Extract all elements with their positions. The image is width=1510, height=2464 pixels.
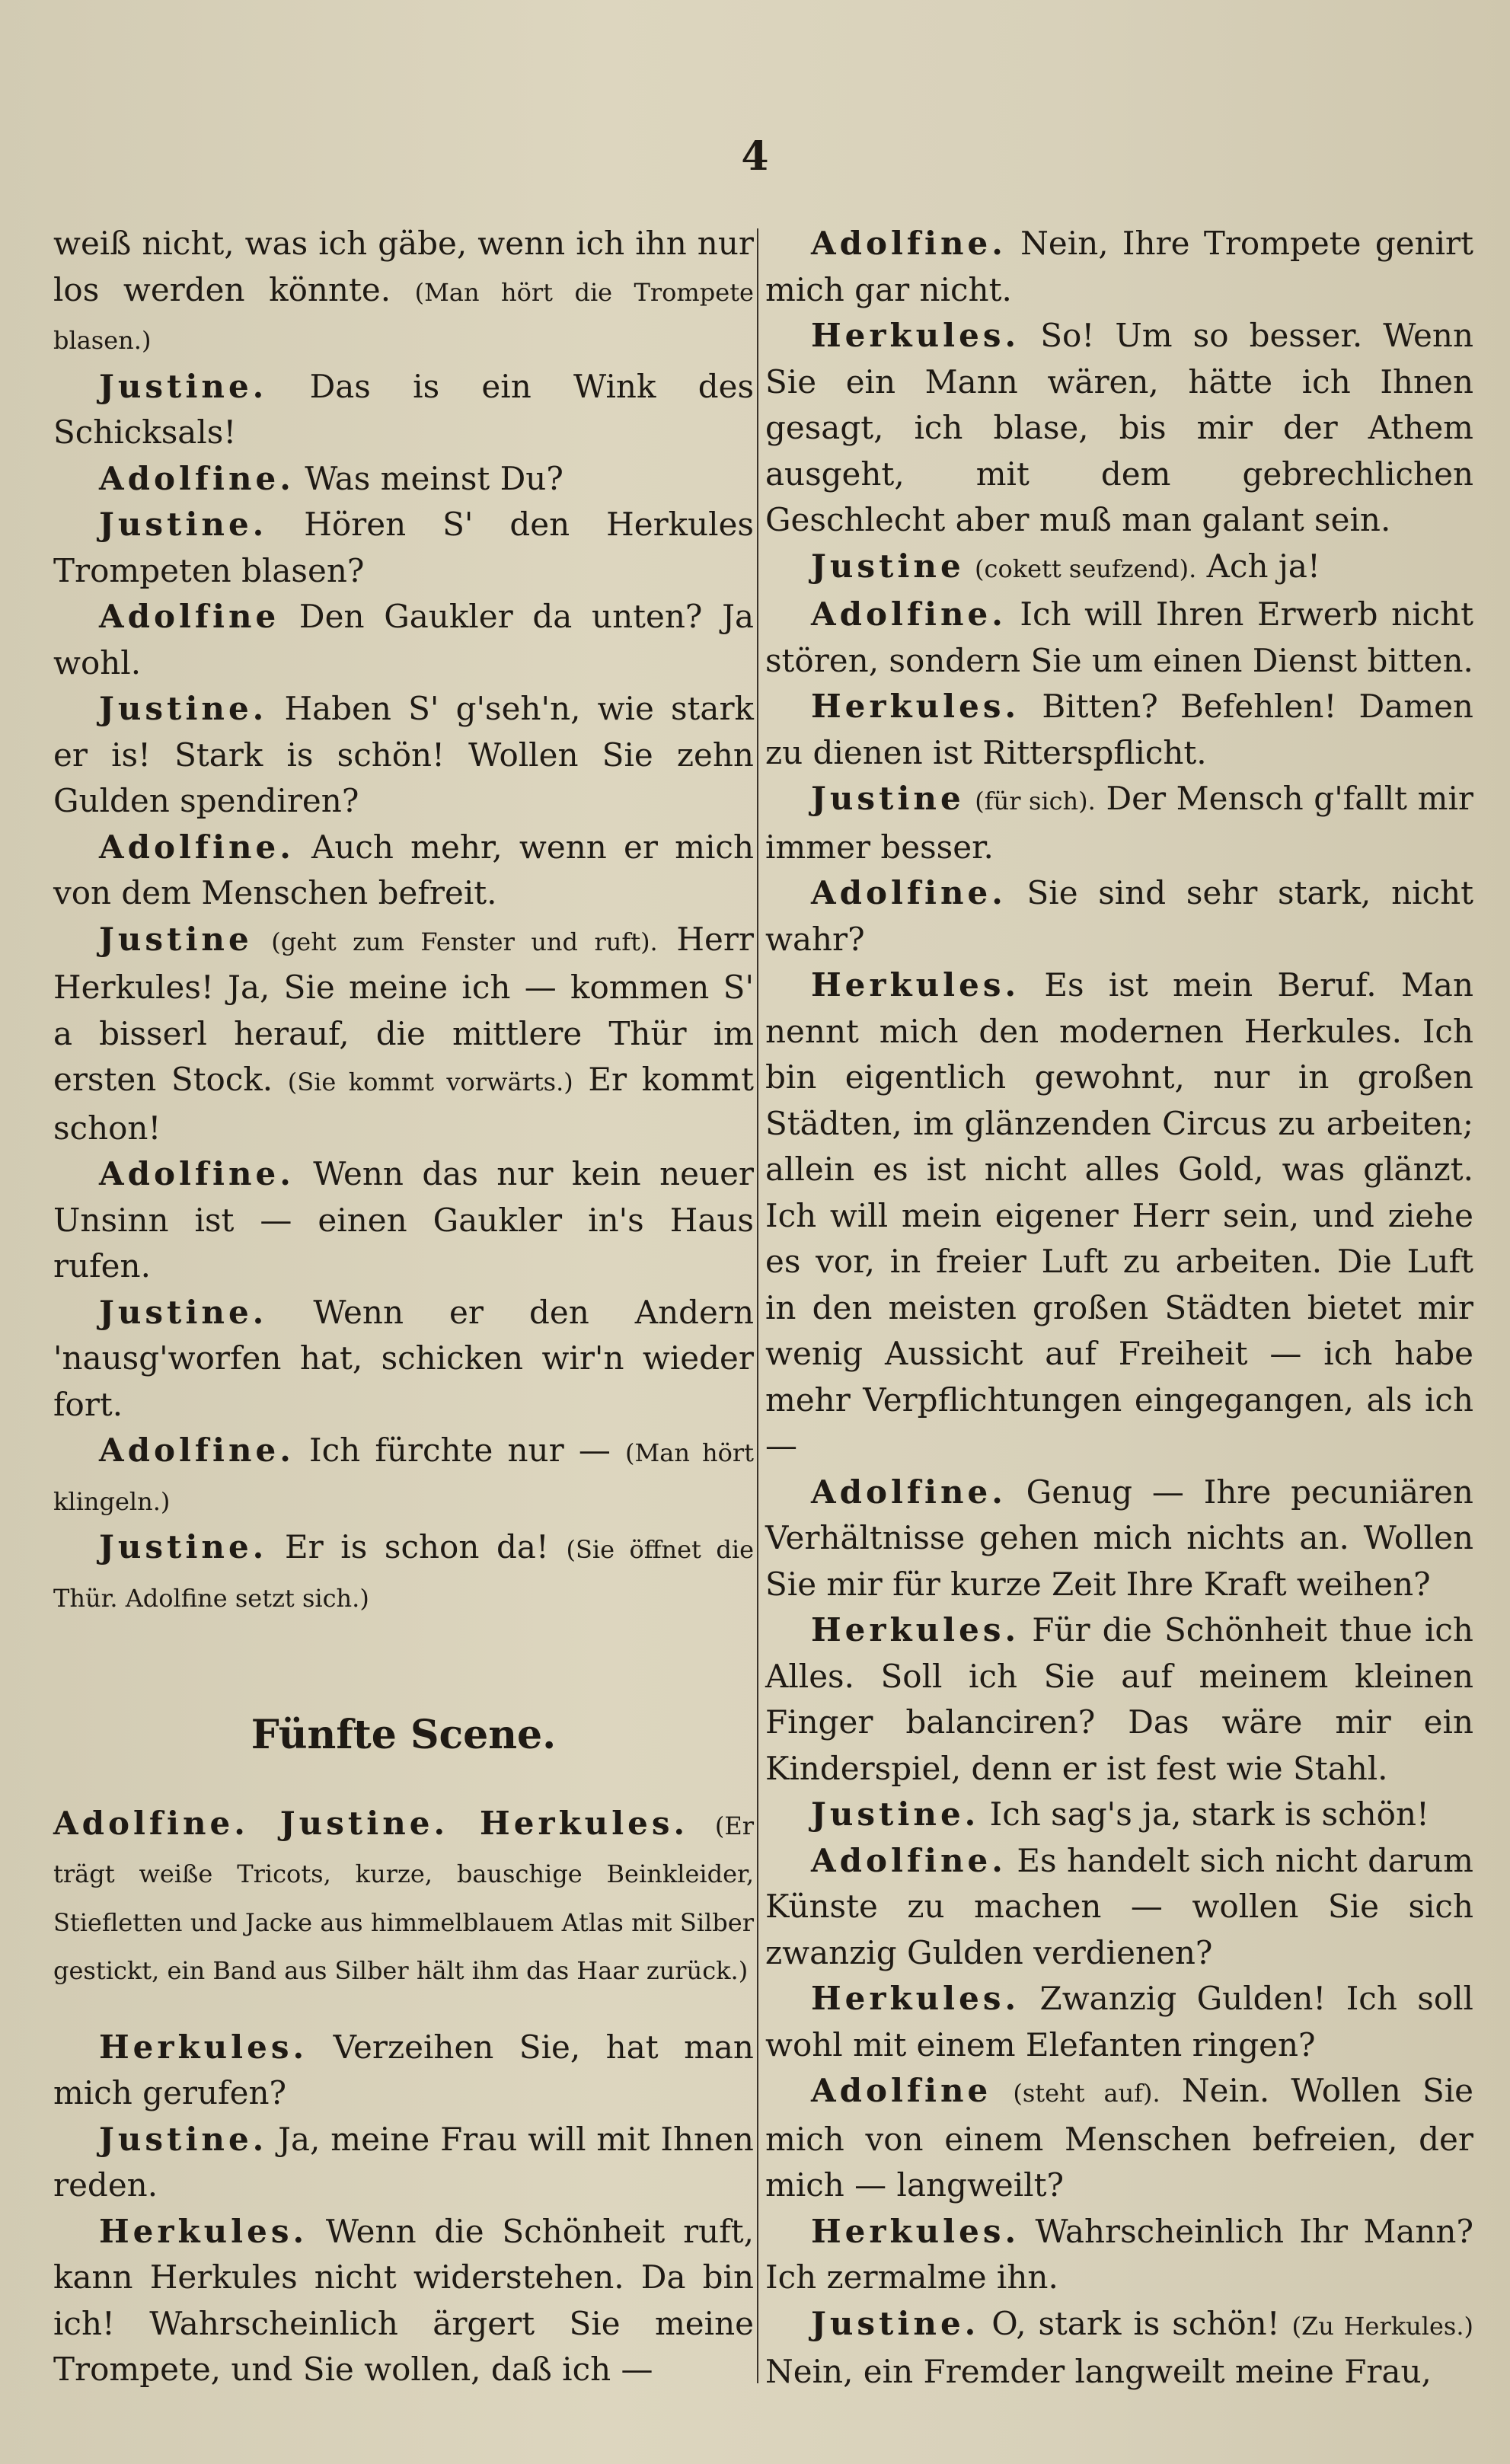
stage-direction: (Zu Herkules.) [1291,2311,1474,2341]
dialogue-text: Ich sag's ja, stark is schön! [989,1795,1429,1833]
speaker-name: Herkules. [811,1611,1020,1649]
speech [53,2025,754,2117]
speaker-name: Adolfine [99,598,280,635]
dialogue-text: Zwanzig Gulden! Ich soll wohl mit einem Elefanten ringen? [765,1980,1473,2063]
dialogue-text: Haben S' g'seh'n, wie stark er is! Stark is schön! Wollen Sie zehn Gulden spendiren? [53,690,754,819]
scene-heading: Fünfte Scene. [251,1712,557,1758]
dialogue-text: Nein. Wollen Sie mich von einem Menschen befreien, der mich — langweilt? [765,2072,1474,2204]
speaker-name: Justine. [811,1795,980,1833]
page-number: 4 [741,133,769,180]
speaker-name: Herkules. [99,2028,308,2066]
speech [765,1470,1473,1608]
dialogue-text: Ja, meine Frau will mit Ihnen reden. [53,2120,754,2204]
stage-direction: (Sie öffnet die Thür. Adolfine setzt sich.) [53,1535,755,1613]
dialogue-text: Auch mehr, wenn er mich von dem Menschen befreit. [53,828,754,911]
speaker-name: Adolfine. [99,459,295,497]
speaker-name: Justine. [99,690,268,727]
speech [765,2209,1473,2301]
speech [765,544,1473,592]
speaker-name: Adolfine. [99,1431,295,1469]
dialogue-text: Ach ja! [1206,547,1320,585]
dialogue-text: Wenn die Schönheit ruft, kann Herkules nicht widerstehen. Da bin ich! Wahrscheinlich ärgert Sie meine Trompete, und Sie wollen, daß ich — [53,2212,754,2388]
speaker-name: Adolfine. [99,1155,295,1192]
speech [765,962,1473,1470]
speech [765,1976,1473,2068]
stage-direction: (Sie kommt vorwärts.) [287,1068,573,1096]
speaker-name: Adolfine. [811,595,1007,633]
speech [53,2209,754,2393]
speech [53,1151,754,1290]
dialogue-text: Wahrscheinlich Ihr Mann? Ich zermalme ihn. [765,2212,1474,2296]
dialogue-text: Hören S' den Herkules Trompeten blasen? [53,506,754,589]
dialogue-text: Nein, ein Fremder langweilt meine Frau, [765,2353,1432,2390]
left-column [53,221,754,2393]
text-line [53,221,754,364]
dialogue-text: weiß nicht, was ich gäbe, wenn ich ihn nur los werden könnte. [53,225,754,308]
speaker-name: Justine [99,920,253,958]
stage-direction: (für sich). [975,787,1096,815]
speaker-name: Justine. [811,2304,980,2342]
stage-direction: (cokett seufzend). [975,554,1197,583]
speech [765,1838,1473,1977]
speech [765,592,1473,684]
stage-direction: (steht auf). [1013,2079,1160,2108]
dialogue-text: Für die Schönheit thue ich Alles. Soll ich Sie auf meinem kleinen Finger balanciren? Das wäre mir ein Kinderspiel, denn er ist fest wie Stahl. [765,1611,1473,1787]
speech [53,456,754,503]
dialogue-text: Wenn das nur kein neuer Unsinn ist — einen Gaukler in's Haus rufen. [53,1155,754,1285]
dialogue-text: Sie sind sehr stark, nicht wahr? [765,874,1474,958]
speaker-name: Adolfine. [811,225,1007,262]
dialogue-text: Verzeihen Sie, hat man mich gerufen? [53,2028,754,2111]
speech [765,776,1473,870]
dialogue-text: Es handelt sich nicht darum Künste zu machen — wollen Sie sich zwanzig Gulden verdienen? [765,1841,1473,1971]
speech [765,1792,1473,1838]
speech [53,1290,754,1428]
dialogue-text: Den Gaukler da unten? Ja wohl. [53,598,754,681]
speech [765,870,1473,962]
speaker-name: Justine. [99,2120,268,2158]
speech [765,313,1473,544]
stage-direction: (Man hört die Trompete blasen.) [53,277,754,355]
speaker-name: Herkules. [99,2212,308,2250]
speaker-name: Justine. [99,367,268,405]
dialogue-text: So! Um so besser. Wenn Sie ein Mann wären, hätte ich Ihnen gesagt, ich blase, bis mir der Athem ausgeht, mit dem gebrechlichen Geschlecht aber muß man galant sein. [765,317,1473,538]
speech [53,364,754,456]
speech [765,684,1473,776]
speech [765,221,1473,313]
dialogue-text: O, stark is schön! [991,2304,1280,2342]
dialogue-text: Es ist mein Beruf. Man nennt mich den modernen Herkules. Ich bin eigentlich gewohnt, nur in großen Städten, im glänzenden Circus zu arbeiten; allein es ist nicht alles Gold, was glänzt. Ich will mein eigener Herr sein, und ziehe es vor, in freier Luft zu arbeiten. Die Luft in den meisten großen Städten bietet mir wenig Aussicht auf Freiheit — ich habe mehr Verpflichtungen eingegangen, als ich— [765,966,1473,1464]
speaker-name: Adolfine. [811,1473,1007,1511]
dialogue-text: Herr Herkules! Ja, Sie meine ich — kommen S' a bisserl herauf, die mittlere Thür im ersten Stock. [53,920,754,1098]
dialogue-text: Ich will Ihren Erwerb nicht stören, sondern Sie um einen Dienst bitten. [765,595,1473,679]
dialogue-text: Genug — Ihre pecuniären Verhältnisse gehen mich nichts an. Wollen Sie mir für kurze Zeit Ihre Kraft weihen? [765,1473,1473,1603]
dialogue-text: Wenn er den Andern 'nausg'worfen hat, schicken wir'n wieder fort. [53,1293,754,1423]
speaker-name: Herkules. [811,688,1020,725]
stage-direction: (Er trägt weiße Tricots, kurze, bauschige Beinkleider, Stiefletten und Jacke aus himmelblauem Atlas mit Silber gestickt, ein Band aus Silber hält ihm das Haar zurück.) [53,1811,754,1985]
speaker-name: Adolfine. [811,874,1007,911]
speaker-name: Justine. [99,1528,268,1566]
speaker-name: Justine [811,547,965,585]
speech [53,2117,754,2209]
speaker-name: Adolfine. [99,828,295,866]
speech [765,2068,1473,2209]
speaker-name: Herkules. [811,2212,1020,2250]
dialogue-text: Er kommt schon! [53,1061,755,1147]
dialogue-text: Ich fürchte nur — [309,1431,611,1469]
speaker-name: Herkules. [811,1980,1020,2017]
dialogue-text: Der Mensch g'fallt mir immer besser. [765,780,1474,866]
speaker-name: Adolfine. [811,1841,1007,1879]
speaker-name: Justine. [99,1293,268,1331]
stage-direction: (Man hört klingeln.) [53,1438,755,1516]
dialogue-text: Er is schon da! [284,1528,549,1566]
speech [53,917,754,1152]
speech [765,1607,1473,1792]
speaker-name: Justine [811,780,965,817]
speech [53,1428,754,1524]
speech [53,502,754,594]
speaker-name: Adolfine [811,2072,992,2109]
dialogue-text: Bitten? Befehlen! Damen zu dienen ist Ritterspflicht. [765,688,1473,771]
speech [53,825,754,917]
speaker-name: Herkules. [811,317,1020,354]
speech [53,594,754,686]
speech [53,1524,754,1621]
speech [765,2301,1473,2395]
cast-names: Adolfine. Justine. Herkules. [53,1804,689,1842]
speaker-name: Herkules. [811,966,1020,1004]
dialogue-text: Das is ein Wink des Schicksals! [53,367,754,451]
column-divider [757,228,758,2383]
stage-direction: (geht zum Fenster und ruft). [271,927,658,956]
speech [53,686,754,825]
speaker-name: Justine. [99,506,268,543]
dialogue-text: Nein, Ihre Trompete genirt mich gar nicht. [765,225,1473,308]
right-column [765,221,1473,2395]
cast-list [53,1801,754,1994]
dialogue-text: Was meinst Du? [305,459,563,497]
